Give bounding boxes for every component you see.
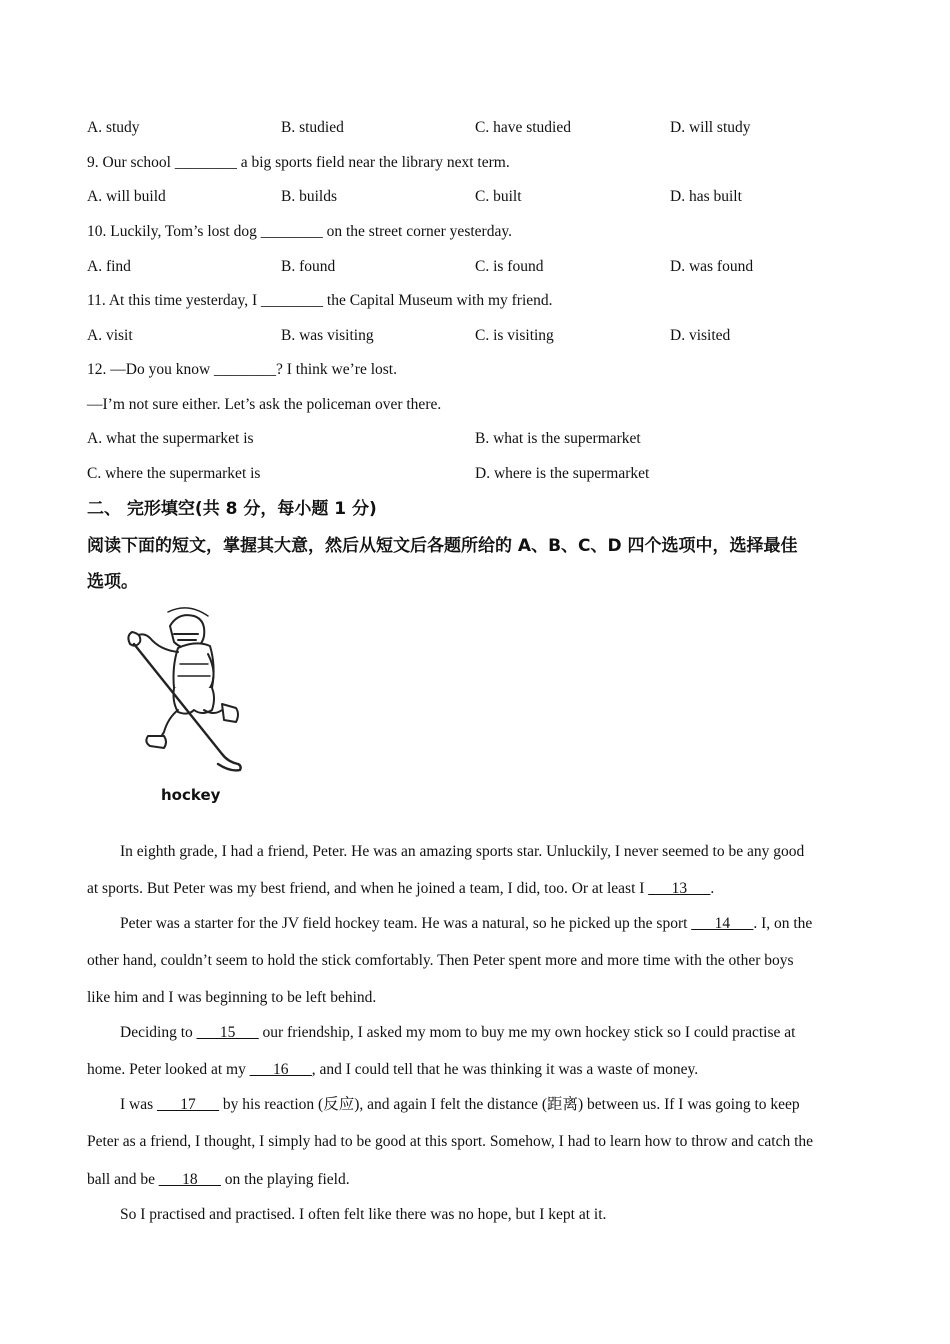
passage-text: Peter was a starter for the JV field hockey team. He was a natural, so he picked up the sport bbox=[120, 915, 692, 932]
passage-text: by his reaction (反应), and again I felt the distance (距离) between us. If I was going to keep bbox=[219, 1096, 800, 1113]
passage-p5-line1: So I practised and practised. I often felt like there was no hope, but I kept at it. bbox=[120, 1206, 607, 1223]
q9-option-a: A. will build bbox=[87, 188, 166, 205]
q12-option-c: C. where the supermarket is bbox=[87, 465, 261, 482]
passage-p2-line2: other hand, couldn’t seem to hold the stick comfortably. Then Peter spent more and more time with the other boys bbox=[87, 952, 794, 969]
q9-option-d: D. has built bbox=[670, 188, 742, 205]
passage-text: . bbox=[710, 880, 715, 897]
passage-p2-line1 bbox=[87, 914, 900, 934]
figure-caption: hockey bbox=[161, 786, 221, 804]
passage-p4-line3 bbox=[87, 1170, 867, 1190]
section-heading: 二、 完形填空(共 8 分，每小题 1 分) bbox=[87, 499, 377, 519]
passage-p3-line1 bbox=[87, 1023, 900, 1043]
q10-option-c: C. is found bbox=[475, 258, 544, 275]
hockey-illustration bbox=[118, 604, 250, 814]
q10-option-d: D. was found bbox=[670, 258, 754, 275]
section-instruction-line2: 选项。 bbox=[87, 572, 138, 592]
q8-option-c: C. have studied bbox=[475, 119, 571, 136]
q9-option-c: C. built bbox=[475, 188, 522, 205]
q8-option-d: D. will study bbox=[670, 119, 751, 136]
passage-text: , and I could tell that he was thinking it was a waste of money. bbox=[311, 1061, 699, 1078]
q11-stem: 11. At this time yesterday, I ________ the Capital Museum with my friend. bbox=[87, 292, 553, 309]
blank-14: ___14___ bbox=[691, 915, 754, 932]
q10-option-b: B. found bbox=[281, 258, 336, 275]
passage-text: Deciding to bbox=[120, 1024, 197, 1041]
blank-18: ___18___ bbox=[158, 1171, 221, 1188]
passage-p2-line3: like him and I was beginning to be left behind. bbox=[87, 989, 377, 1006]
blank-16: ___16___ bbox=[249, 1061, 312, 1078]
passage-p3-line2 bbox=[87, 1060, 867, 1080]
q11-option-a: A. visit bbox=[87, 327, 133, 344]
section-instruction-line1: 阅读下面的短文，掌握其大意，然后从短文后各题所给的 A、B、C、D 四个选项中，选择最佳 bbox=[87, 536, 798, 556]
q11-option-b: B. was visiting bbox=[281, 327, 374, 344]
passage-text: ball and be bbox=[87, 1171, 159, 1188]
blank-15: ___15___ bbox=[196, 1024, 259, 1041]
blank-17: ___17___ bbox=[157, 1096, 220, 1113]
passage-p1-line1: In eighth grade, I had a friend, Peter. He was an amazing sports star. Unluckily, I never seemed to be any good bbox=[120, 843, 805, 860]
q10-stem: 10. Luckily, Tom’s lost dog ________ on the street corner yesterday. bbox=[87, 223, 512, 240]
q9-option-b: B. builds bbox=[281, 188, 337, 205]
q12-option-b: B. what is the supermarket bbox=[475, 430, 641, 447]
passage-p4-line1 bbox=[87, 1095, 900, 1115]
passage-text: I was bbox=[120, 1096, 158, 1113]
q12-option-a: A. what the supermarket is bbox=[87, 430, 254, 447]
passage-text: . I, on the bbox=[753, 915, 813, 932]
hockey-player-icon bbox=[118, 604, 250, 784]
q12-option-d: D. where is the supermarket bbox=[475, 465, 650, 482]
q10-option-a: A. find bbox=[87, 258, 131, 275]
blank-13: ___13___ bbox=[648, 880, 711, 897]
passage-text: on the playing field. bbox=[220, 1171, 350, 1188]
q8-option-a: A. study bbox=[87, 119, 140, 136]
passage-text: our friendship, I asked my mom to buy me my own hockey stick so I could practise at bbox=[258, 1024, 796, 1041]
q11-option-d: D. visited bbox=[670, 327, 731, 344]
passage-text: home. Peter looked at my bbox=[87, 1061, 250, 1078]
q11-option-c: C. is visiting bbox=[475, 327, 554, 344]
q12-stem: 12. —Do you know ________? I think we’re lost. bbox=[87, 361, 397, 378]
q8-option-b: B. studied bbox=[281, 119, 344, 136]
passage-p1-line2 bbox=[87, 879, 867, 899]
passage-text: at sports. But Peter was my best friend, and when he joined a team, I did, too. Or at least I bbox=[87, 880, 649, 897]
q9-stem: 9. Our school ________ a big sports field near the library next term. bbox=[87, 154, 510, 171]
q12-reply: —I’m not sure either. Let’s ask the policeman over there. bbox=[87, 396, 442, 413]
passage-p4-line2: Peter as a friend, I thought, I simply had to be good at this sport. Somehow, I had to learn how to throw and catch the bbox=[87, 1133, 814, 1150]
